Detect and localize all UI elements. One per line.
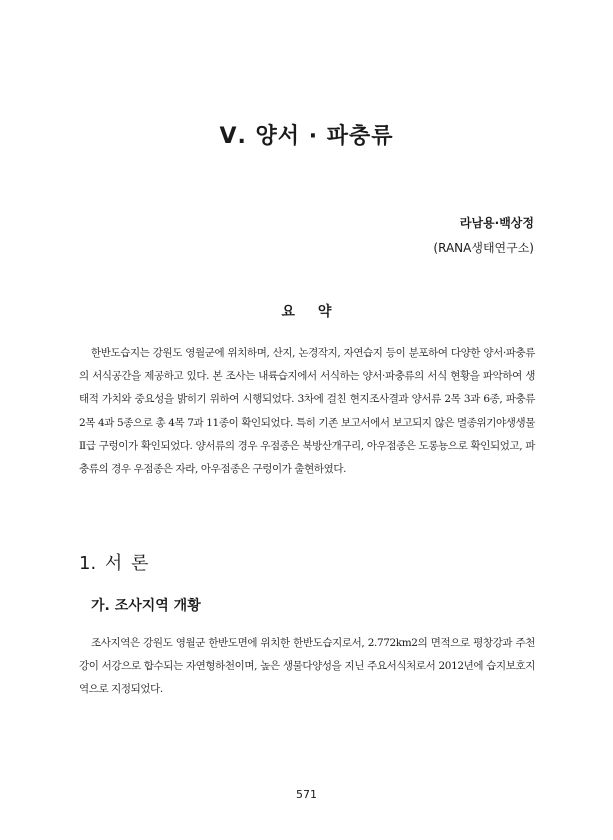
abstract-heading: 요 약 (281, 304, 332, 320)
section-heading: 1. 서 론 (79, 553, 149, 574)
affiliation: (RANA생태연구소) (433, 241, 534, 255)
authors: 라남용·백상정 (459, 216, 534, 230)
subsection-heading: 가. 조사지역 개황 (91, 598, 201, 614)
section-text: 조사지역은 강원도 영월군 한반도면에 위치한 한반도습지로서, 2.772km2의 면적으로 평창강과 주천강이 서강으로 합수되는 자연형하천이며, 높은 생물다양성을 지닌 주요서식처로서 2012년에 습지보호지역으로 지정되었다. (79, 637, 535, 696)
abstract-text: 한반도습지는 강원도 영월군에 위치하며, 산지, 논경작지, 자연습지 등이 분포하여 다양한 양서·파충류의 서식공간을 제공하고 있다. 본 조사는 내륙습지에서 서식하는 양서·파충류의 서식 현황을 파악하여 생태적 가치와 중요성을 밝히기 위하여 시행되었다. 3차에 걸친 현지조사결과 양서류 2목 3과 6종, 파충류 2목 4과 5종으로 총 4목 7과 11종이 확인되었다. 특히 기존 보고서에서 보고되지 않은 멸종위기야생생물 Ⅱ급 구렁이가 확인되었다. 양서류의 경우 우점종은 북방산개구리, 아우점종은 도롱뇽으로 확인되었고, 파충류의 경우 우점종은 자라, 아우점종은 구렁이가 출현하였다. (79, 347, 535, 476)
page-title: Ⅴ. 양서 · 파충류 (219, 124, 394, 149)
page-number: 571 (296, 788, 317, 801)
